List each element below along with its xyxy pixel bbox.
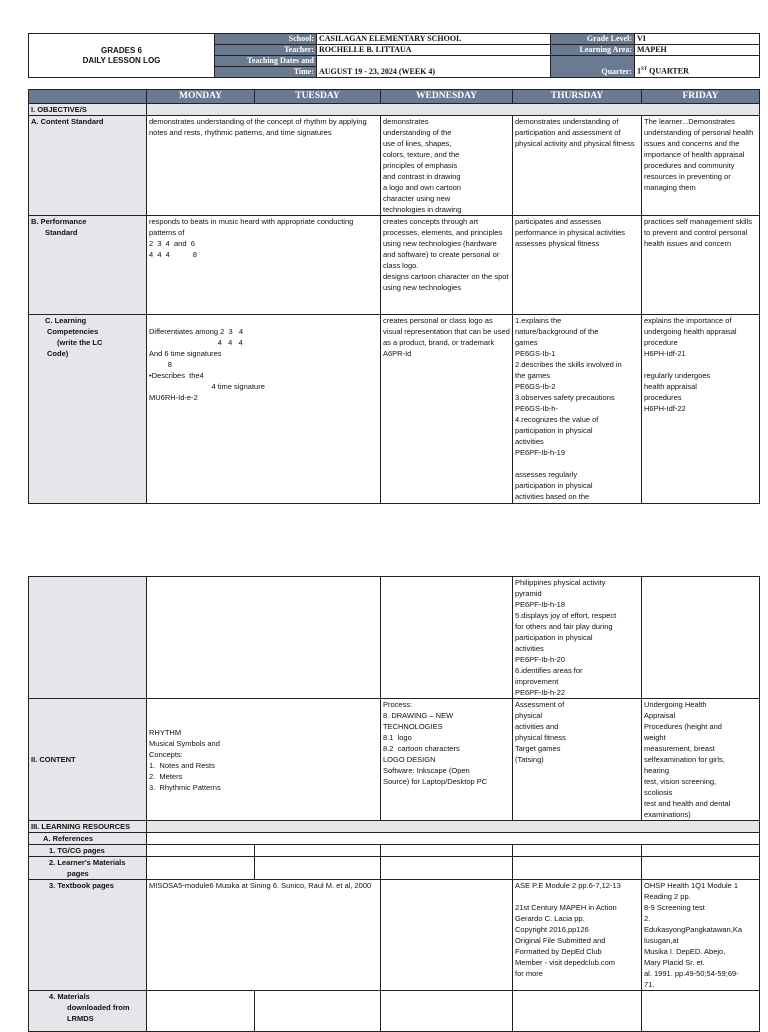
quarter-number: 1	[637, 67, 641, 76]
competencies-thu: 1.explains the nature/background of the games PE6GS-Ib-1 2.describes the skills involved in the games PE6GS-Ib-2 3.observes safety precautions PE6GS-Ib-h- 4.recognizes the value of participation in physical activities PE6PF-Ib-h-19 assesses regularly participation in physical activities based on the	[513, 315, 642, 504]
day-header-blank	[29, 90, 147, 104]
lm-mon	[147, 857, 255, 880]
dates-label-2: Time:	[215, 67, 317, 78]
school-value: CASILAGAN ELEMENTARY SCHOOL	[317, 34, 551, 45]
competencies-continued-label	[29, 577, 147, 699]
competencies-continued-row	[29, 577, 760, 699]
performance-standard-fri: practices self management skills to prevent and control personal health issues and concern	[642, 216, 760, 315]
teacher-value: ROCHELLE B. LITTAUA	[317, 45, 551, 56]
dates-label-1: Teaching Dates and	[215, 56, 317, 67]
competencies-label-4: Code)	[47, 349, 69, 358]
quarter-suffix: ST	[641, 67, 648, 73]
section-objectives-row	[29, 104, 760, 116]
title-line-2: DAILY LESSON LOG	[82, 55, 161, 65]
lm-thu	[513, 857, 642, 880]
teacher-label: Teacher:	[215, 45, 317, 56]
section-objectives-fill	[147, 104, 760, 116]
quarter-label: Quarter:	[551, 56, 635, 78]
title-line-1: GRADES 6	[101, 45, 142, 55]
competencies-continued-thu: Philippines physical activity pyramid PE6PF-Ib-h-18 5.displays joy of effort, respect for others and fair play during participation in physical activities PE6PF-Ib-h-20 6.identifies areas for improvement PE6PF-Ib-h-22	[513, 577, 642, 699]
lm-label	[29, 857, 147, 880]
references-row	[29, 833, 760, 845]
area-label: Learning Area:	[551, 45, 635, 56]
textbook-label: 3. Textbook pages	[29, 880, 147, 991]
section-resources-fill	[147, 821, 760, 833]
tg-tue	[255, 845, 381, 857]
day-monday: MONDAY	[147, 90, 255, 104]
content-wed: Process: 8. DRAWING – NEW TECHNOLOGIES 8.1 logo 8.2 cartoon characters LOGO DESIGN Software: Inkscape (Open Source) for Laptop/Desktop PC	[381, 699, 513, 821]
competencies-continued-fri	[642, 577, 760, 699]
lm-wed	[381, 857, 513, 880]
tg-thu	[513, 845, 642, 857]
content-standard-mon-tue: demonstrates understanding of the concept of rhythm by applying notes and rests, rhythmic patterns, and time signatures	[147, 116, 381, 216]
content-standard-row	[29, 116, 760, 216]
document-title	[29, 34, 215, 78]
competencies-label-3: (write the LC	[57, 338, 103, 347]
tg-wed	[381, 845, 513, 857]
textbook-wed	[381, 880, 513, 991]
performance-standard-thu: participates and assesses performance in physical activities assesses physical fitness	[513, 216, 642, 315]
lrmds-wed	[381, 991, 513, 1032]
day-friday: FRIDAY	[642, 90, 760, 104]
textbook-mon-tue: MISOSA5-module6 Musika at Sining 6. Sunico, Raul M. et al, 2000	[147, 880, 381, 991]
performance-standard-row	[29, 216, 760, 315]
performance-standard-wed: creates concepts through art processes, elements, and principles using new technologies (hardware and software) to create personal or class logo. designs cartoon character on the spot using new technologies	[381, 216, 513, 315]
competencies-row	[29, 315, 760, 504]
competencies-continued-mon-tue	[147, 577, 381, 699]
day-wednesday: WEDNESDAY	[381, 90, 513, 104]
content-row	[29, 699, 760, 821]
competencies-label	[29, 315, 147, 504]
grade-value: VI	[635, 34, 760, 45]
competencies-wed: creates personal or class logo as visual representation that can be used as a product, brand, or trademark A6PR-Id	[381, 315, 513, 504]
lrmds-thu	[513, 991, 642, 1032]
textbook-fri: OHSP Health 1Q1 Module 1 Reading 2 pp. 8-9 Screening test 2. EdukasyongPangkatawan,Ka lusugan,at Musika I. DepED. Abejo, Mary Placid Sr. et. al. 1991. pp.49-50;54-59;69- 71.	[642, 880, 760, 991]
lm-fri	[642, 857, 760, 880]
section-resources-row	[29, 821, 760, 833]
lrmds-fri	[642, 991, 760, 1032]
lm-tue	[255, 857, 381, 880]
quarter-text: QUARTER	[647, 67, 689, 76]
content-standard-thu: demonstrates understanding of participation and assessment of physical activity and physical fitness	[513, 116, 642, 216]
content-standard-wed: demonstrates understanding of the use of lines, shapes, colors, texture, and the principles of emphasis and contrast in drawing a logo and own cartoon character using new technologies in drawing	[381, 116, 513, 216]
performance-standard-mon-tue: responds to beats in music heard with appropriate conducting patterns of 2 3 4 and 6 4 4 4 8	[147, 216, 381, 315]
tg-label: 1. TG/CG pages	[29, 845, 147, 857]
lm-label-1: 2. Learner's Materials	[49, 858, 126, 867]
lrmds-tue	[255, 991, 381, 1032]
lrmds-label-2: downloaded from	[67, 1003, 130, 1012]
performance-standard-label-2: Standard	[45, 228, 78, 237]
textbook-row	[29, 880, 760, 991]
lrmds-label-1: 4. Materials	[49, 992, 90, 1001]
tg-mon	[147, 845, 255, 857]
quarter-value	[635, 56, 760, 78]
performance-standard-label-1: B. Performance	[31, 217, 87, 226]
lrmds-mon	[147, 991, 255, 1032]
competencies-label-1: C. Learning	[45, 316, 87, 325]
area-value: MAPEH	[635, 45, 760, 56]
lesson-table-part-2	[28, 576, 760, 1032]
content-mon-tue: RHYTHM Musical Symbols and Concepts: 1. Notes and Rests 2. Meters 3. Rhythmic Patterns	[147, 699, 381, 821]
dates-value: AUGUST 19 - 23, 2024 (WEEK 4)	[317, 56, 551, 78]
grade-label: Grade Level:	[551, 34, 635, 45]
content-standard-label: A. Content Standard	[29, 116, 147, 216]
competencies-label-2: Competencies	[47, 327, 99, 336]
references-fill	[147, 833, 760, 845]
textbook-thu: ASE P.E Module 2 pp.6-7,12-13 21st Century MAPEH in Action Gerardo C. Lacia pp. Copyright 2016,pp126 Original File Submitted and Formatted by DepEd Club Member - visit depedclub.com for more	[513, 880, 642, 991]
lesson-table-part-1	[28, 89, 760, 504]
competencies-fri: explains the importance of undergoing health appraisal procedure H6PH-Idf-21 regularly undergoes health appraisal procedures H6PH-Idf-22	[642, 315, 760, 504]
day-header-row	[29, 90, 760, 104]
content-thu: Assessment of physical activities and physical fitness Target games (Tatsing)	[513, 699, 642, 821]
lm-row	[29, 857, 760, 880]
tg-row	[29, 845, 760, 857]
performance-standard-label	[29, 216, 147, 315]
content-fri: Undergoing Health Appraisal Procedures (height and weight measurement, breast selfexamination for girls, hearing test, vision screening, scoliosis test and health and dental examinations)	[642, 699, 760, 821]
lrmds-label-3: LRMDS	[67, 1014, 94, 1023]
competencies-mon-tue: Differentiates among 2 3 4 4 4 4 And 6 time signatures 8 •Describes the4 4 time signature MU6RH-Id-e-2	[147, 315, 381, 504]
references-label: A. References	[29, 833, 147, 845]
content-standard-fri: The learner...Demonstrates understanding of personal health issues and concerns and the importance of health appraisal procedures and community resources in preventing or managing them	[642, 116, 760, 216]
lrmds-row	[29, 991, 760, 1032]
competencies-continued-wed	[381, 577, 513, 699]
school-label: School:	[215, 34, 317, 45]
content-label: II. CONTENT	[29, 699, 147, 821]
day-thursday: THURSDAY	[513, 90, 642, 104]
section-resources: III. LEARNING RESOURCES	[29, 821, 147, 833]
header-table	[28, 33, 760, 78]
lrmds-label	[29, 991, 147, 1032]
day-tuesday: TUESDAY	[255, 90, 381, 104]
section-objectives: I. OBJECTIVE/S	[29, 104, 147, 116]
tg-fri	[642, 845, 760, 857]
lm-label-2: pages	[67, 869, 89, 878]
